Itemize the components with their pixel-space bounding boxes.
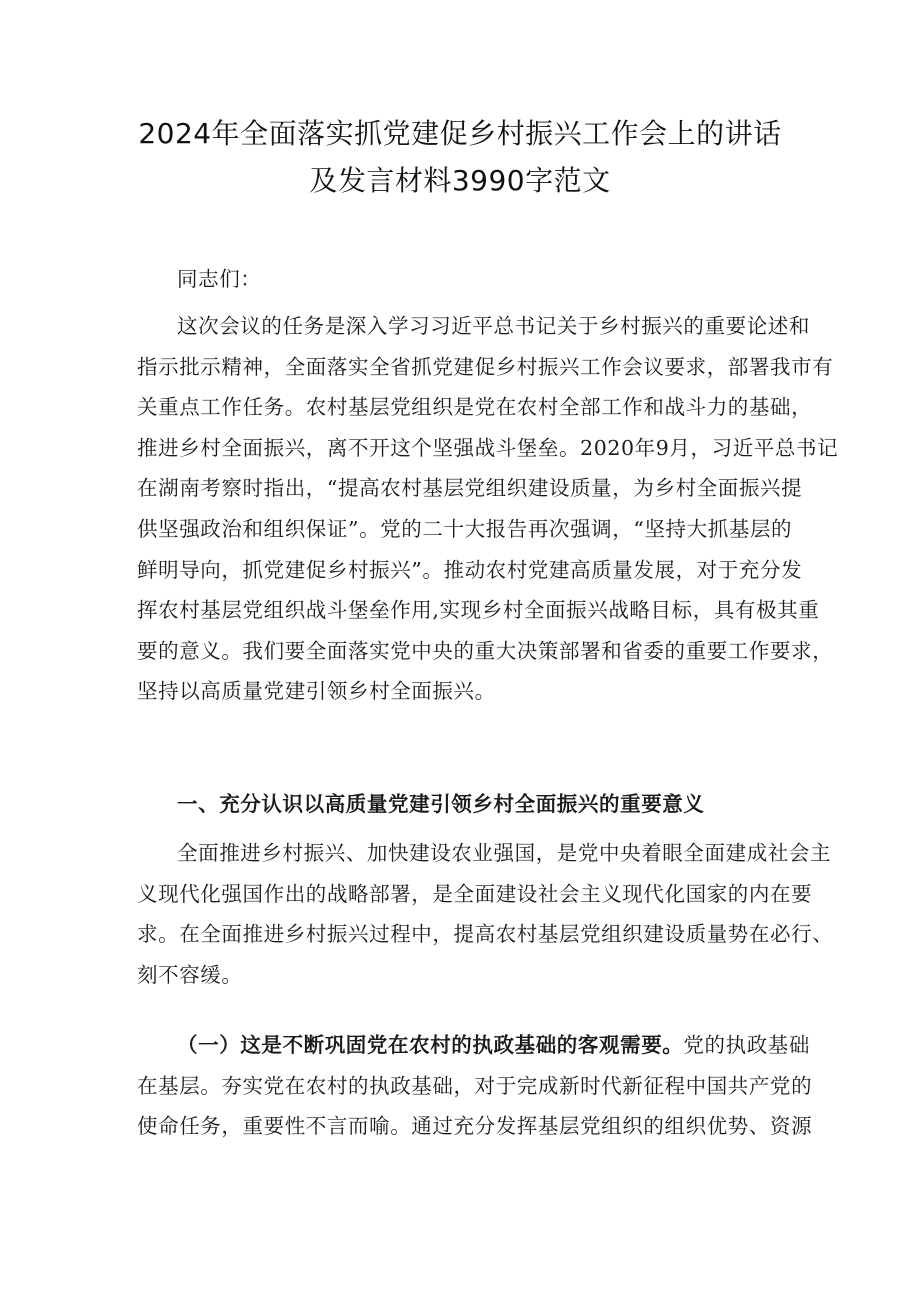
paragraph-lead-line [137,1025,811,1066]
document-title-line-1: 2024年全面落实抓党建促乡村振兴工作会上的讲话 [138,117,782,150]
paragraph-line: 这次会议的任务是深入学习习近平总书记关于乡村振兴的重要论述和 [177,314,810,338]
paragraph-line: 义现代化强国作出的战略部署，是全面建设社会主义现代化国家的内在要 [137,881,813,906]
paragraph-line: 关重点工作任务。农村基层党组织是党在农村全部工作和战斗力的基础， [137,395,813,420]
paragraph-line: 挥农村基层党组织战斗堡垒作用,实现乡村全面振兴战略目标，具有极其重 [137,598,820,623]
paragraph-1 [137,306,839,712]
paragraph-line: 在基层。夯实党在农村的执政基础，对于完成新时代新征程中国共产党的 [137,1073,813,1098]
paragraph-line: 推进乡村全面振兴，离不开这个坚强战斗堡垒。2020年9月，习近平总书记 [137,435,839,460]
paragraph-2 [137,833,834,995]
paragraph-line: 求。在全面推进乡村振兴过程中，提高农村基层党组织建设质量势在必行、 [137,922,834,947]
paragraph-line: 使命任务，重要性不言而喻。通过充分发挥基层党组织的组织优势、资源 [137,1114,813,1139]
paragraph-3 [137,1025,813,1147]
subsection-heading-text: （一）这是不断巩固党在农村的执政基础的客观需要。 [177,1033,684,1057]
paragraph-line: 供坚强政治和组织保证”。党的二十大报告再次强调，“坚持大抓基层的 [137,516,793,541]
paragraph-line: 坚持以高质量党建引领乡村全面振兴。 [137,679,496,704]
paragraph-line: 在湖南考察时指出，“提高农村基层党组织建设质量，为乡村全面振兴提 [137,476,803,501]
paragraph-line: 刻不容缓。 [137,962,243,987]
greeting-text: 同志们： [177,267,262,291]
section-heading-text: 一、充分认识以高质量党建引领乡村全面振兴的重要意义 [177,792,705,816]
paragraph-line: 全面推进乡村振兴、加快建设农业强国，是党中央着眼全面建成社会主 [177,841,832,865]
paragraph-lead-rest: 党的执政基础 [683,1033,811,1057]
greeting [137,259,797,300]
document-title-line-2: 及发言材料3990字范文 [309,164,611,197]
section-heading-1 [137,784,797,825]
paragraph-line: 鲜明导向，抓党建促乡村振兴”。推动农村党建高质量发展，对于充分发 [137,557,803,582]
paragraph-line: 要的意义。我们要全面落实党中央的重大决策部署和省委的重要工作要求， [137,638,834,663]
paragraph-line: 指示批示精神，全面落实全省抓党建促乡村振兴工作会议要求，部署我市有 [137,354,834,379]
